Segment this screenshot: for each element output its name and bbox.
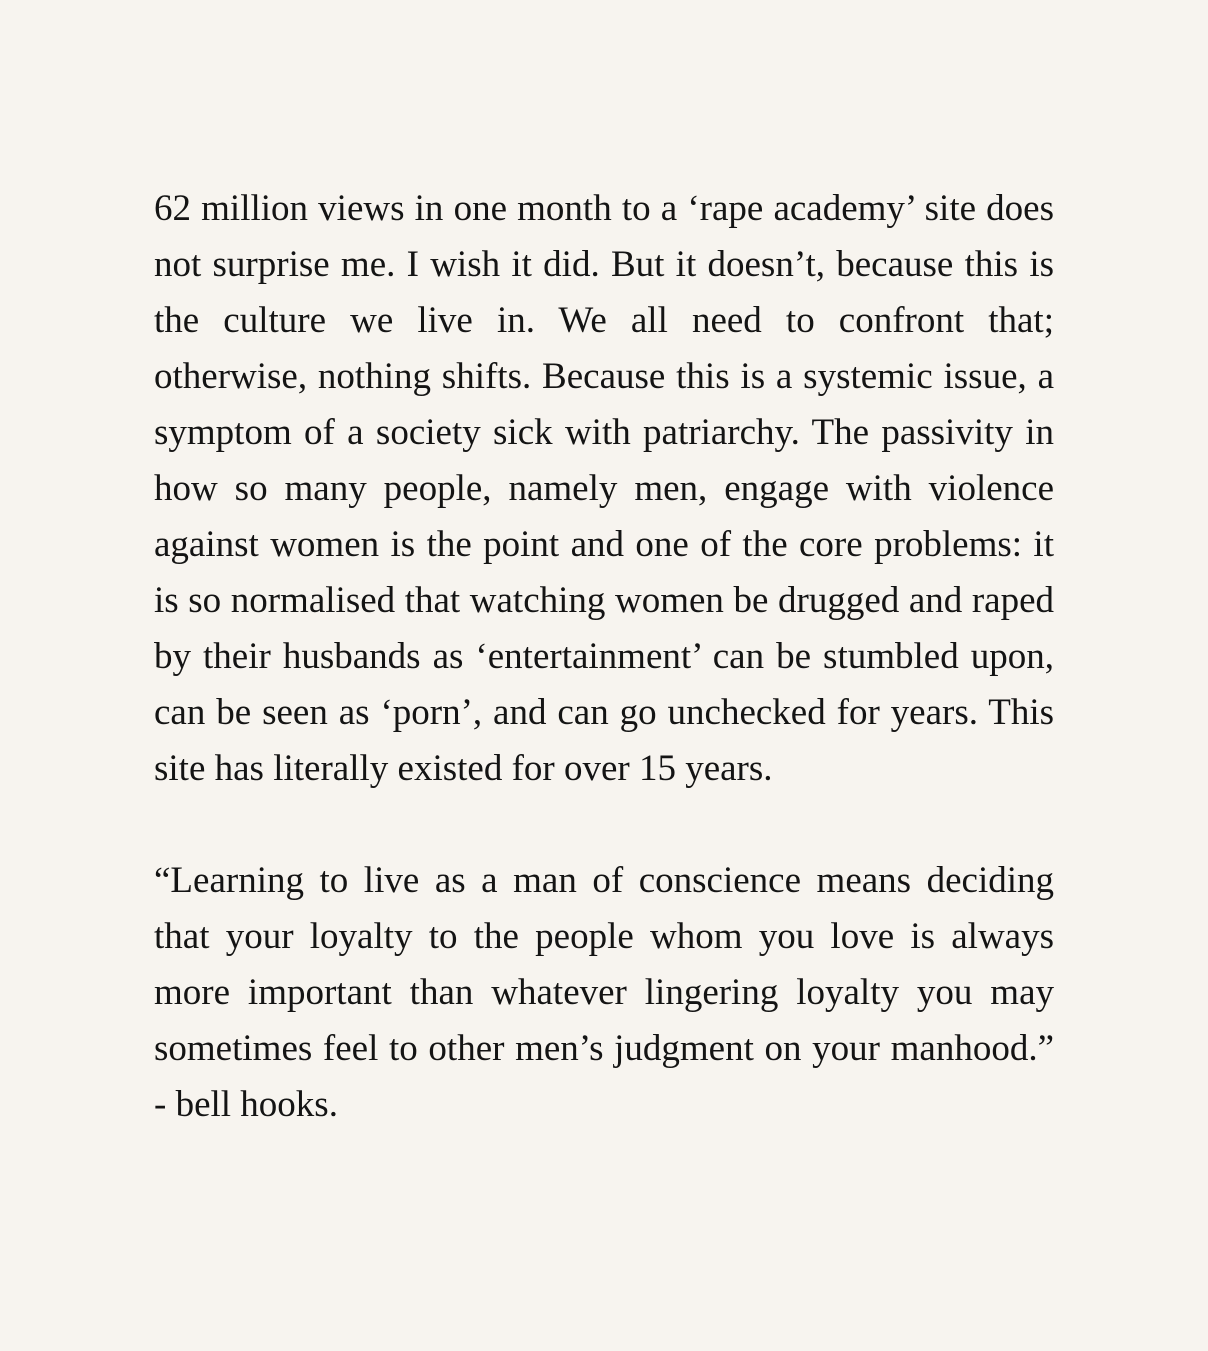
quote-paragraph: “Learning to live as a man of conscience means deciding that your loyalty to the people whom you love is always more important than whatever lingering loyalty you may sometimes feel to other men’s judgment on your manhood.” - bell hooks.	[154, 860, 1054, 1125]
text-content	[154, 181, 1054, 1133]
body-paragraph: 62 million views in one month to a ‘rape academy’ site does not surprise me. I wish it did. But it doesn’t, because this is the culture we live in. We all need to confront that; otherwise, nothing shifts. Because this is a systemic issue, a symptom of a society sick with patriarchy. The passivity in how so many people, namely men, engage with violence against women is the point and one of the core problems: it is so normalised that watching women be drugged and raped by their husbands as ‘entertainment’ can be stumbled upon, can be seen as ‘porn’, and can go unchecked for years. This site has literally existed for over 15 years.	[154, 188, 1054, 789]
